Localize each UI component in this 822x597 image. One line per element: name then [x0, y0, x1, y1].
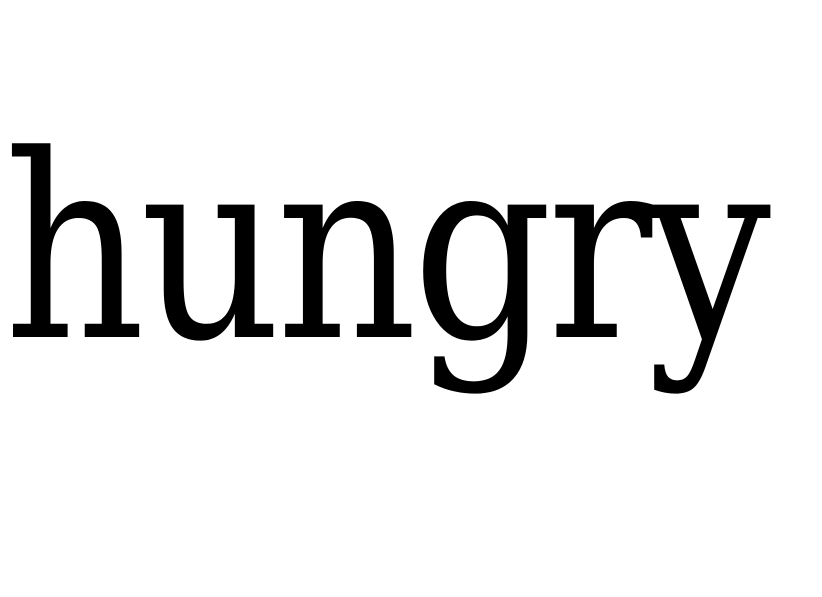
main-word: hungry — [4, 101, 766, 398]
